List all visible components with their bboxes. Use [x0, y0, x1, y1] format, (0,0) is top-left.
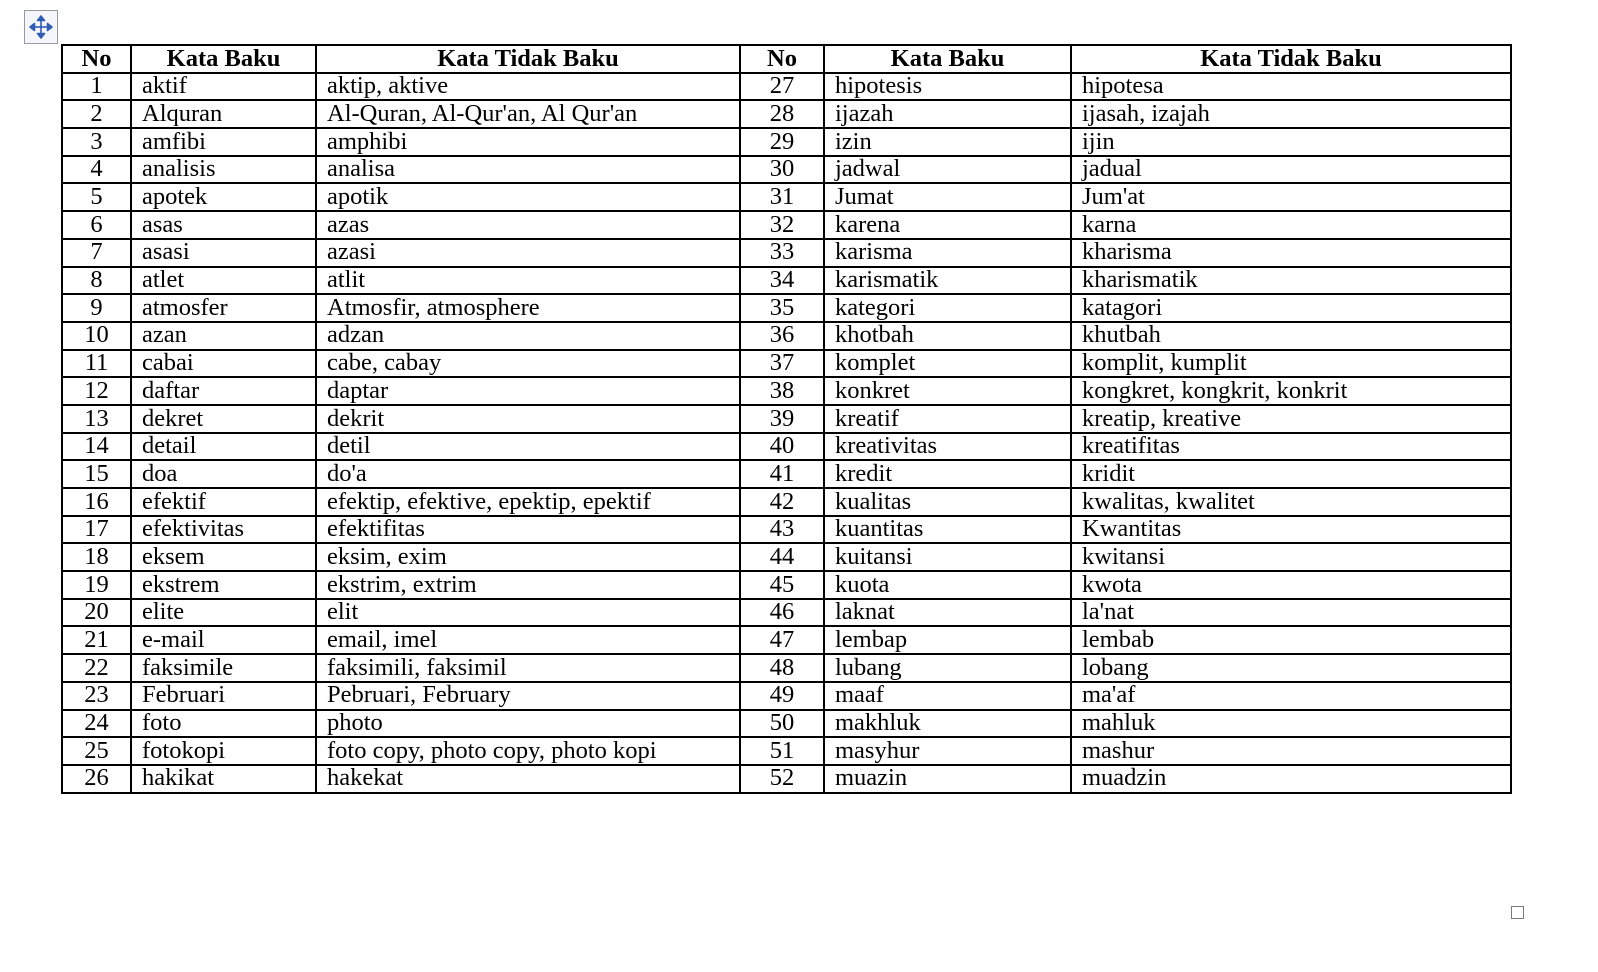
- cell-no: 38: [740, 377, 824, 405]
- cell-kata-tidak-baku: jadual: [1071, 156, 1511, 184]
- cell-kata-tidak-baku: kreatifitas: [1071, 433, 1511, 461]
- table-move-handle[interactable]: [24, 10, 58, 44]
- cell-no: 7: [62, 239, 131, 267]
- cell-kata-baku: e-mail: [131, 626, 316, 654]
- cell-kata-tidak-baku: Pebruari, February: [316, 682, 740, 710]
- cell-kata-baku: kuitansi: [824, 543, 1071, 571]
- cell-no: 32: [740, 211, 824, 239]
- cell-kata-tidak-baku: kharismatik: [1071, 267, 1511, 295]
- table-row: [62, 737, 1511, 765]
- cell-kata-baku: kreativitas: [824, 433, 1071, 461]
- cell-no: 49: [740, 682, 824, 710]
- cell-kata-baku: kredit: [824, 460, 1071, 488]
- cell-no: 33: [740, 239, 824, 267]
- cell-kata-tidak-baku: amphibi: [316, 128, 740, 156]
- cell-no: 43: [740, 516, 824, 544]
- table-row: [62, 682, 1511, 710]
- cell-no: 37: [740, 350, 824, 378]
- table-row: [62, 322, 1511, 350]
- cell-kata-tidak-baku: cabe, cabay: [316, 350, 740, 378]
- cell-kata-tidak-baku: aktip, aktive: [316, 73, 740, 101]
- cell-kata-tidak-baku: kharisma: [1071, 239, 1511, 267]
- cell-no: 42: [740, 488, 824, 516]
- table-row: [62, 294, 1511, 322]
- cell-no: 5: [62, 183, 131, 211]
- header-no-right: No: [740, 45, 824, 73]
- cell-kata-tidak-baku: daptar: [316, 377, 740, 405]
- cell-no: 40: [740, 433, 824, 461]
- cell-kata-baku: laknat: [824, 599, 1071, 627]
- cell-no: 26: [62, 765, 131, 793]
- cell-kata-tidak-baku: photo: [316, 710, 740, 738]
- header-no-left: No: [62, 45, 131, 73]
- cell-kata-baku: amfibi: [131, 128, 316, 156]
- cell-no: 11: [62, 350, 131, 378]
- cell-kata-baku: kuota: [824, 571, 1071, 599]
- cell-kata-baku: fotokopi: [131, 737, 316, 765]
- cell-no: 20: [62, 599, 131, 627]
- table-header-row: [62, 45, 1511, 73]
- cell-kata-baku: lubang: [824, 654, 1071, 682]
- cell-kata-tidak-baku: kridit: [1071, 460, 1511, 488]
- cell-no: 12: [62, 377, 131, 405]
- cell-kata-baku: efektivitas: [131, 516, 316, 544]
- table-row: [62, 571, 1511, 599]
- cell-kata-baku: azan: [131, 322, 316, 350]
- cell-kata-baku: doa: [131, 460, 316, 488]
- table-row: [62, 516, 1511, 544]
- cell-kata-tidak-baku: adzan: [316, 322, 740, 350]
- cell-no: 30: [740, 156, 824, 184]
- table-row: [62, 599, 1511, 627]
- cell-kata-baku: kuantitas: [824, 516, 1071, 544]
- table-row: [62, 405, 1511, 433]
- table-row: [62, 211, 1511, 239]
- cell-no: 39: [740, 405, 824, 433]
- cell-kata-tidak-baku: apotik: [316, 183, 740, 211]
- cell-kata-baku: karena: [824, 211, 1071, 239]
- cell-kata-baku: foto: [131, 710, 316, 738]
- cell-kata-tidak-baku: mahluk: [1071, 710, 1511, 738]
- table-row: [62, 654, 1511, 682]
- cell-kata-baku: aktif: [131, 73, 316, 101]
- cell-kata-baku: ijazah: [824, 100, 1071, 128]
- cell-kata-tidak-baku: Kwantitas: [1071, 516, 1511, 544]
- cell-no: 19: [62, 571, 131, 599]
- cell-no: 10: [62, 322, 131, 350]
- cell-kata-tidak-baku: lembab: [1071, 626, 1511, 654]
- cell-kata-tidak-baku: foto copy, photo copy, photo kopi: [316, 737, 740, 765]
- cell-no: 27: [740, 73, 824, 101]
- cell-kata-baku: maaf: [824, 682, 1071, 710]
- cell-kata-baku: atlet: [131, 267, 316, 295]
- cell-kata-baku: eksem: [131, 543, 316, 571]
- cell-kata-baku: hakikat: [131, 765, 316, 793]
- cell-kata-baku: komplet: [824, 350, 1071, 378]
- cell-kata-tidak-baku: ijin: [1071, 128, 1511, 156]
- cell-no: 8: [62, 267, 131, 295]
- cell-kata-baku: konkret: [824, 377, 1071, 405]
- cell-kata-tidak-baku: efektip, efektive, epektip, epektif: [316, 488, 740, 516]
- cell-no: 1: [62, 73, 131, 101]
- table-row: [62, 267, 1511, 295]
- cell-kata-tidak-baku: do'a: [316, 460, 740, 488]
- cell-kata-baku: jadwal: [824, 156, 1071, 184]
- table-body: [62, 73, 1511, 793]
- table-row: [62, 488, 1511, 516]
- cell-no: 35: [740, 294, 824, 322]
- cell-kata-tidak-baku: la'nat: [1071, 599, 1511, 627]
- cell-kata-tidak-baku: faksimili, faksimil: [316, 654, 740, 682]
- cell-no: 50: [740, 710, 824, 738]
- cell-no: 31: [740, 183, 824, 211]
- header-kata-tidak-baku-right: Kata Tidak Baku: [1071, 45, 1511, 73]
- table-row: [62, 543, 1511, 571]
- cell-kata-tidak-baku: hipotesa: [1071, 73, 1511, 101]
- cell-no: 46: [740, 599, 824, 627]
- cell-no: 15: [62, 460, 131, 488]
- cell-no: 18: [62, 543, 131, 571]
- cell-kata-tidak-baku: hakekat: [316, 765, 740, 793]
- table-row: [62, 765, 1511, 793]
- cell-kata-baku: asas: [131, 211, 316, 239]
- cell-no: 48: [740, 654, 824, 682]
- cell-no: 25: [62, 737, 131, 765]
- table-row: [62, 100, 1511, 128]
- cell-no: 2: [62, 100, 131, 128]
- resize-handle-icon[interactable]: [1511, 906, 1524, 919]
- cell-kata-baku: analisis: [131, 156, 316, 184]
- cell-kata-tidak-baku: azas: [316, 211, 740, 239]
- cell-kata-baku: muazin: [824, 765, 1071, 793]
- table-row: [62, 377, 1511, 405]
- cell-no: 23: [62, 682, 131, 710]
- cell-kata-tidak-baku: Jum'at: [1071, 183, 1511, 211]
- table-row: [62, 73, 1511, 101]
- cell-kata-baku: Jumat: [824, 183, 1071, 211]
- cell-kata-baku: makhluk: [824, 710, 1071, 738]
- cell-no: 36: [740, 322, 824, 350]
- cell-no: 16: [62, 488, 131, 516]
- cell-kata-tidak-baku: Atmosfir, atmosphere: [316, 294, 740, 322]
- table-row: [62, 626, 1511, 654]
- table-row: [62, 710, 1511, 738]
- cell-kata-tidak-baku: katagori: [1071, 294, 1511, 322]
- cell-no: 14: [62, 433, 131, 461]
- cell-kata-tidak-baku: khutbah: [1071, 322, 1511, 350]
- cell-kata-baku: atmosfer: [131, 294, 316, 322]
- cell-no: 4: [62, 156, 131, 184]
- cell-kata-baku: hipotesis: [824, 73, 1071, 101]
- cell-kata-tidak-baku: kwota: [1071, 571, 1511, 599]
- header-kata-baku-left: Kata Baku: [131, 45, 316, 73]
- cell-kata-baku: karismatik: [824, 267, 1071, 295]
- word-table: [61, 44, 1512, 794]
- cell-kata-tidak-baku: kreatip, kreative: [1071, 405, 1511, 433]
- cell-no: 17: [62, 516, 131, 544]
- cell-kata-tidak-baku: ekstrim, extrim: [316, 571, 740, 599]
- cell-kata-tidak-baku: dekrit: [316, 405, 740, 433]
- cell-kata-tidak-baku: detil: [316, 433, 740, 461]
- cell-no: 6: [62, 211, 131, 239]
- cell-no: 51: [740, 737, 824, 765]
- cell-no: 34: [740, 267, 824, 295]
- cell-kata-baku: ekstrem: [131, 571, 316, 599]
- move-arrows-icon: [29, 15, 53, 39]
- cell-kata-tidak-baku: muadzin: [1071, 765, 1511, 793]
- cell-kata-baku: cabai: [131, 350, 316, 378]
- table-row: [62, 239, 1511, 267]
- cell-kata-baku: izin: [824, 128, 1071, 156]
- cell-no: 41: [740, 460, 824, 488]
- cell-kata-baku: kreatif: [824, 405, 1071, 433]
- table-row: [62, 156, 1511, 184]
- cell-kata-tidak-baku: ijasah, izajah: [1071, 100, 1511, 128]
- cell-kata-tidak-baku: efektifitas: [316, 516, 740, 544]
- cell-kata-baku: masyhur: [824, 737, 1071, 765]
- cell-kata-baku: khotbah: [824, 322, 1071, 350]
- cell-no: 28: [740, 100, 824, 128]
- cell-no: 22: [62, 654, 131, 682]
- header-kata-tidak-baku-left: Kata Tidak Baku: [316, 45, 740, 73]
- cell-kata-tidak-baku: azasi: [316, 239, 740, 267]
- cell-kata-baku: karisma: [824, 239, 1071, 267]
- cell-kata-tidak-baku: lobang: [1071, 654, 1511, 682]
- cell-no: 9: [62, 294, 131, 322]
- cell-kata-baku: kategori: [824, 294, 1071, 322]
- cell-no: 52: [740, 765, 824, 793]
- cell-no: 13: [62, 405, 131, 433]
- cell-no: 45: [740, 571, 824, 599]
- cell-kata-baku: lembap: [824, 626, 1071, 654]
- cell-kata-baku: faksimile: [131, 654, 316, 682]
- cell-kata-baku: asasi: [131, 239, 316, 267]
- cell-kata-baku: dekret: [131, 405, 316, 433]
- cell-kata-tidak-baku: elit: [316, 599, 740, 627]
- cell-kata-baku: kualitas: [824, 488, 1071, 516]
- cell-no: 24: [62, 710, 131, 738]
- cell-kata-tidak-baku: kwalitas, kwalitet: [1071, 488, 1511, 516]
- table-row: [62, 350, 1511, 378]
- cell-kata-tidak-baku: komplit, kumplit: [1071, 350, 1511, 378]
- cell-kata-tidak-baku: email, imel: [316, 626, 740, 654]
- cell-kata-tidak-baku: atlit: [316, 267, 740, 295]
- cell-no: 44: [740, 543, 824, 571]
- cell-no: 21: [62, 626, 131, 654]
- cell-kata-baku: elite: [131, 599, 316, 627]
- table-row: [62, 128, 1511, 156]
- cell-no: 3: [62, 128, 131, 156]
- cell-kata-tidak-baku: Al-Quran, Al-Qur'an, Al Qur'an: [316, 100, 740, 128]
- cell-kata-baku: daftar: [131, 377, 316, 405]
- cell-no: 47: [740, 626, 824, 654]
- cell-kata-tidak-baku: eksim, exim: [316, 543, 740, 571]
- cell-kata-tidak-baku: karna: [1071, 211, 1511, 239]
- cell-kata-tidak-baku: kwitansi: [1071, 543, 1511, 571]
- cell-kata-baku: detail: [131, 433, 316, 461]
- cell-kata-baku: efektif: [131, 488, 316, 516]
- cell-kata-tidak-baku: kongkret, kongkrit, konkrit: [1071, 377, 1511, 405]
- cell-kata-tidak-baku: mashur: [1071, 737, 1511, 765]
- cell-kata-tidak-baku: analisa: [316, 156, 740, 184]
- cell-kata-baku: Alquran: [131, 100, 316, 128]
- cell-kata-baku: apotek: [131, 183, 316, 211]
- header-kata-baku-right: Kata Baku: [824, 45, 1071, 73]
- table-row: [62, 183, 1511, 211]
- cell-kata-tidak-baku: ma'af: [1071, 682, 1511, 710]
- cell-kata-baku: Februari: [131, 682, 316, 710]
- table-row: [62, 460, 1511, 488]
- table-row: [62, 433, 1511, 461]
- cell-no: 29: [740, 128, 824, 156]
